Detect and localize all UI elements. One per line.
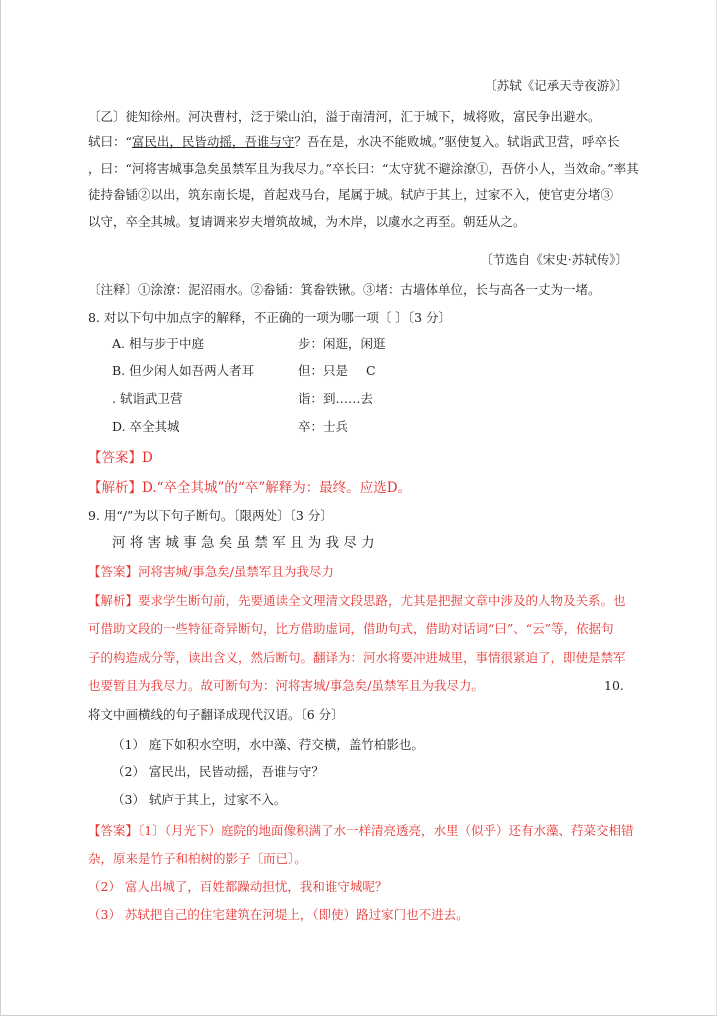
q10-answer-label: 【答案】 (88, 823, 139, 838)
q8-stem: 8. 对以下句中加点字的解释，不正确的一项为哪一项〔 〕〔3 分〕 (88, 310, 452, 325)
q10-item-3: （3） 轼庐于其上，过家不入。 (112, 792, 287, 807)
q10-number: 10. (604, 678, 624, 693)
q9-analysis-line-3: 子的构造成分等，读出含义，然后断句。翻译为：河水将要冲进城里，事情很紧迫了，即使是禁军 (88, 650, 626, 665)
q10-answer-line-3: （2） 富人出城了，百姓都躁动担忧，我和谁守城呢？ (88, 879, 388, 894)
q10-answer-line-2: 杂，原来是竹子和柏树的影子〔而已〕。 (88, 851, 307, 866)
q8-option-c: . 轼诣武卫营 (112, 391, 183, 406)
q10-stem: 将文中画横线的句子翻译成现代汉语。〔6 分〕 (88, 707, 344, 722)
underlined-sentence: 富民出，民皆动摇，吾谁与守 (131, 134, 295, 149)
q10-answer-line-4: （3） 苏轼把自己的住宅建筑在河堤上，（即使）路过家门也不进去。 (88, 907, 469, 922)
q9-answer: 【答案】河将害城/事急矣/虽禁军且为我尽力 (88, 564, 334, 579)
source-note: 〔节选自《宋史·苏轼传》〕 (480, 252, 628, 267)
q9-stem: 9. 用“/”为以下句子断句。〔限两处〕〔3 分〕 (88, 508, 333, 523)
q10-item-1: （1） 庭下如积水空明，水中藻、荇交横，盖竹柏影也。 (112, 737, 424, 752)
q8-option-d: D. 卒全其城 (112, 419, 180, 434)
q9-analysis-line-2: 可借助文段的一些特征奇异断句，比方借助虚词，借助句式，借助对话词“曰”、“云”等，依据句 (88, 621, 614, 636)
passage-yi-line-2-pre: 轼曰：“ (88, 134, 132, 149)
q9-analysis-line-4: 也要暂且为我尽力。故可断句为：河将害城/事急矣/虽禁军且为我尽力。 (88, 678, 484, 693)
q8-option-a: A. 相与步于中庭 (112, 336, 204, 351)
q10-answer-1a: 〔1〕（月光下）庭院的地面像积满了水一样清亮透亮，水里（似乎）还有水藻、荇菜交相错 (138, 823, 634, 838)
q8-analysis: 【解析】D.“卒全其城”的“卒”解释为：最终。应选D。 (88, 480, 412, 496)
q8-option-c-letter: C (366, 363, 376, 378)
q10-item-2: （2） 富民出，民皆动摇，吾谁与守？ (112, 764, 324, 779)
q8-option-c-gloss: 诣：到……去 (298, 391, 374, 406)
q8-option-b: B. 但少闲人如吾两人者耳 (112, 363, 255, 378)
passage-yi-line-1: 〔乙〕徙知徐州。河决曹村，泛于梁山泊，溢于南清河，汇于城下，城将败，富民争出避水。 (88, 109, 601, 124)
q10-answer-line-1 (88, 822, 633, 840)
passage-yi-line-2-post: ？吾在是，水决不能败城。”驱使复入。轼诣武卫营，呼卒长 (294, 134, 620, 149)
passage-yi-line-5: 以守，卒全其城。复请调来岁夫增筑故城，为木岸，以虞水之再至。朝廷从之。 (88, 214, 526, 229)
passage-yi-line-4: 徒持畚锸②以出，筑东南长堤，首起戏马台，尾属于城。轼庐于其上，过家不入，使官吏分堵③ (88, 187, 614, 202)
q9-sentence: 河 将 害 城 事 急 矣 虽 禁 军 且 为 我 尽 力 (112, 535, 375, 551)
source-note-top: 〔苏轼《记承天寺夜游》〕 (484, 78, 628, 93)
q8-answer: 【答案】D (88, 450, 153, 466)
q8-option-d-gloss: 卒：士兵 (298, 419, 349, 434)
annotation-notes: 〔注释〕①涂潦：泥沼雨水。②畚锸：箕畚铁锹。③堵：古墙体单位，长与高各一丈为一堵。 (88, 282, 601, 297)
q8-option-a-gloss: 步：闲逛，闲逛 (298, 336, 386, 351)
q9-analysis-line-1: 【解析】要求学生断句前，先要通读全文理清文段思路，尤其是把握文章中涉及的人物及关系。也 (88, 593, 626, 608)
passage-yi-line-3: ，曰：“河将害城事急矣虽禁军且为我尽力。”卒长曰：“太守犹不避涂潦①，吾侪小人，当效命。”率其 (88, 161, 639, 176)
q8-option-b-gloss: 但：只是 (298, 363, 349, 378)
passage-yi-line-2 (88, 133, 620, 151)
